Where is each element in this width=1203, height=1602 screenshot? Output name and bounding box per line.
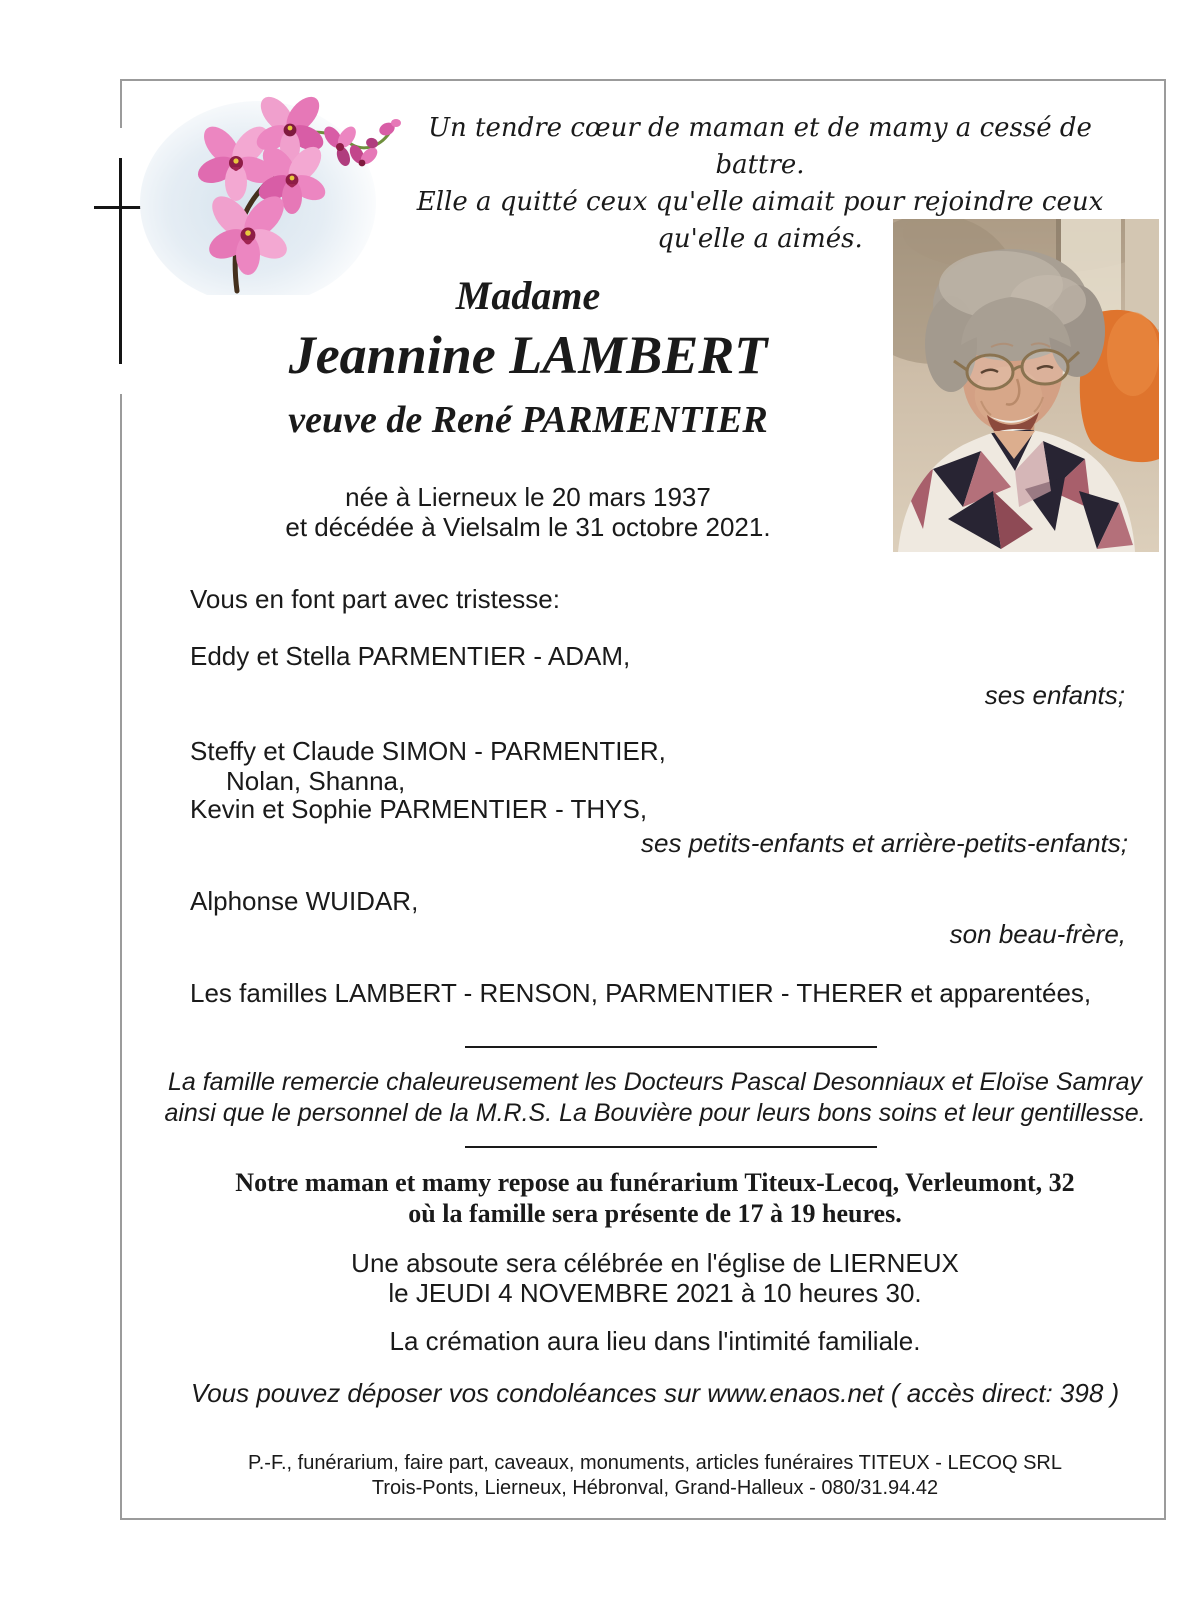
deceased-name: Jeannine LAMBERT [288, 325, 768, 385]
brother-in-law-label: son beau-frère, [949, 919, 1126, 949]
death-line: et décédée à Vielsalm le 31 octobre 2021. [285, 512, 771, 542]
grandchildren-line2: Nolan, Shanna, [226, 766, 406, 796]
children-label: ses enfants; [984, 680, 1125, 710]
epigraph-line1: Un tendre cœur de maman et de mamy a cessé de battre. [428, 113, 1092, 180]
epigraph-line2: Elle a quitté ceux qu'elle aimait pour rejoindre ceux qu'elle a aimés. [416, 187, 1104, 254]
children-line: Eddy et Stella PARMENTIER - ADAM, [190, 641, 631, 671]
footer-line1: P.-F., funérarium, faire part, caveaux, monuments, articles funéraires TITEUX - LECOQ SRL [247, 1452, 1062, 1474]
repose-line1: Notre maman et mamy repose au funérarium Titeux-Lecoq, Verleumont, 32 [235, 1168, 1075, 1197]
grandchildren-line3: Kevin et Sophie PARMENTIER - THYS, [190, 794, 648, 824]
ceremony-line1: Une absoute sera célébrée en l'église de LIERNEUX [351, 1248, 959, 1278]
thanks-line1: La famille remercie chaleureusement les Docteurs Pascal Desonniaux et Eloïse Samray [167, 1068, 1143, 1096]
footer-line2: Trois-Ponts, Lierneux, Hébronval, Grand-Halleux - 080/31.94.42 [371, 1477, 939, 1499]
cremation-line: La crémation aura lieu dans l'intimité familiale. [389, 1326, 921, 1356]
deceased-title: Madame [455, 273, 601, 318]
thanks-line2: ainsi que le personnel de la M.R.S. La Bouvière pour leurs bons soins et leur gentillesse. [164, 1099, 1146, 1127]
brother-in-law-line: Alphonse WUIDAR, [190, 886, 419, 916]
families-line: Les familles LAMBERT - RENSON, PARMENTIER - THERER et apparentées, [190, 978, 1092, 1008]
ceremony-line2: le JEUDI 4 NOVEMBRE 2021 à 10 heures 30. [388, 1278, 922, 1308]
divider-line-bottom [465, 1146, 877, 1148]
orchid-illustration [140, 85, 410, 295]
portrait-photo [893, 219, 1159, 552]
repose-line2: où la famille sera présente de 17 à 19 heures. [408, 1199, 902, 1228]
grandchildren-label: ses petits-enfants et arrière-petits-enfants; [640, 828, 1128, 858]
epigraph [410, 110, 1110, 258]
birth-line: née à Lierneux le 20 mars 1937 [345, 482, 711, 512]
cross-icon [119, 158, 122, 364]
vitals [150, 482, 906, 542]
divider-line-top [465, 1046, 877, 1048]
announcement-intro: Vous en font part avec tristesse: [190, 584, 560, 614]
grandchildren-line1: Steffy et Claude SIMON - PARMENTIER, [190, 736, 666, 766]
deceased-widow-line: veuve de René PARMENTIER [288, 399, 768, 441]
condolences-line: Vous pouvez déposer vos condoléances sur www.enaos.net ( accès direct: 398 ) [190, 1378, 1120, 1408]
